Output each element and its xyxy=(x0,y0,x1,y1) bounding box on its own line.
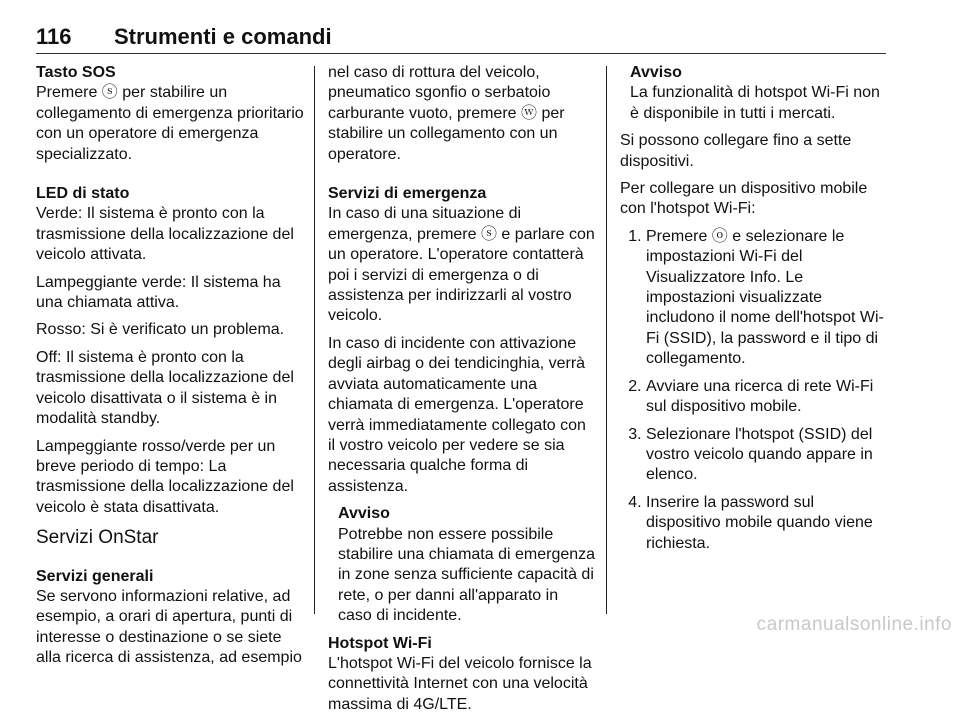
emergency-paragraph-2: In caso di incidente con attivazione degli airbag o dei tendicinghia, verrà avviata automaticamente una chiamata di emergenza. L'operatore verrà immediatamente collegato con il vostro veicolo per vedere se sia necessaria qualche forma di assistenza. xyxy=(328,334,586,495)
connect-intro: Per collegare un dispositivo mobile con l'hotspot Wi-Fi: xyxy=(620,180,868,218)
page-header xyxy=(36,24,886,54)
page-title: Strumenti e comandi xyxy=(114,24,332,49)
hotspot-heading: Hotspot Wi-Fi xyxy=(328,634,432,652)
general-services-heading: Servizi generali xyxy=(36,567,154,585)
step-item: 4. Inserire la password sul dispositivo mobile quando viene richiesta. xyxy=(646,493,888,554)
sos-text: Premere ⓢ per stabilire un collegamento di emergenza prioritario con un operatore di emergenza specializzato. xyxy=(36,84,304,163)
hotspot-text: L'hotspot Wi-Fi del veicolo fornisce la connettività Internet con una velocità massima di 4G/LTE. xyxy=(328,654,592,713)
continued-text: nel caso di rottura del veicolo, pneumatico sgonfio o serbatoio carburante vuoto, premere ⓦ per stabilire un collegamento con un operatore. xyxy=(328,64,565,163)
step-item: 2. Avviare una ricerca di rete Wi-Fi sul dispositivo mobile. xyxy=(646,377,888,418)
onstar-heading: Servizi OnStar xyxy=(36,527,159,549)
note-text: La funzionalità di hotspot Wi-Fi non è disponibile in tutti i mercati. xyxy=(630,84,880,122)
devices-text: Si possono collegare fino a sette dispositivi. xyxy=(620,132,852,170)
step-item: 3. Selezionare l'hotspot (SSID) del vostro veicolo quando appare in elenco. xyxy=(646,425,888,486)
watermark: carmanualsonline.info xyxy=(756,614,952,635)
general-services-text: Se servono informazioni relative, ad esempio, a orari di apertura, punti di interesse o destinazione o se siete alla ricerca di assistenza, ad esempio xyxy=(36,587,302,667)
emergency-heading: Servizi di emergenza xyxy=(328,185,487,203)
step-item: 1. Premere ⓞ e selezionare le impostazioni Wi-Fi del Visualizzatore Info. Le impostazioni visualizzate includono il nome dell'hotspot Wi-Fi (SSID), la password e il tipo di collegamento. xyxy=(646,227,888,370)
note-heading: Avviso xyxy=(630,64,682,81)
emergency-note xyxy=(338,504,596,626)
note-heading: Avviso xyxy=(338,505,390,523)
page-number: 116 xyxy=(36,24,72,49)
led-paragraph-3: Rosso: Si è verificato un problema. xyxy=(36,321,285,339)
column-divider-1 xyxy=(314,66,315,614)
led-paragraph-4: Off: Il sistema è pronto con la trasmissione della localizzazione del veicolo disattivata o il sistema è in modalità standby. xyxy=(36,348,294,428)
led-heading: LED di stato xyxy=(36,185,130,203)
header-divider xyxy=(36,53,886,54)
emergency-paragraph-1: In caso di una situazione di emergenza, premere ⓢ e parlare con un operatore. L'operatore contatterà poi i servizi di emergenza o di assistenza per indirizzarli al vostro veicolo. xyxy=(328,205,595,325)
sos-heading: Tasto SOS xyxy=(36,64,116,81)
column-3 xyxy=(620,63,888,561)
hotspot-note xyxy=(630,63,888,124)
note-text: Potrebbe non essere possibile stabilire una chiamata di emergenza in zone senza sufficiente capacità di rete, o per danni all'apparato in caso di incidente. xyxy=(338,525,596,625)
steps-list xyxy=(620,227,888,554)
led-paragraph-5: Lampeggiante rosso/verde per un breve periodo di tempo: La trasmissione della localizzazione del veicolo è stata disattivata. xyxy=(36,437,294,516)
column-divider-2 xyxy=(606,66,607,614)
column-2 xyxy=(328,63,596,722)
led-paragraph-1: Verde: Il sistema è pronto con la trasmissione della localizzazione del veicolo attivata. xyxy=(36,205,294,264)
column-1 xyxy=(36,63,308,676)
led-paragraph-2: Lampeggiante verde: Il sistema ha una chiamata attiva. xyxy=(36,273,281,312)
